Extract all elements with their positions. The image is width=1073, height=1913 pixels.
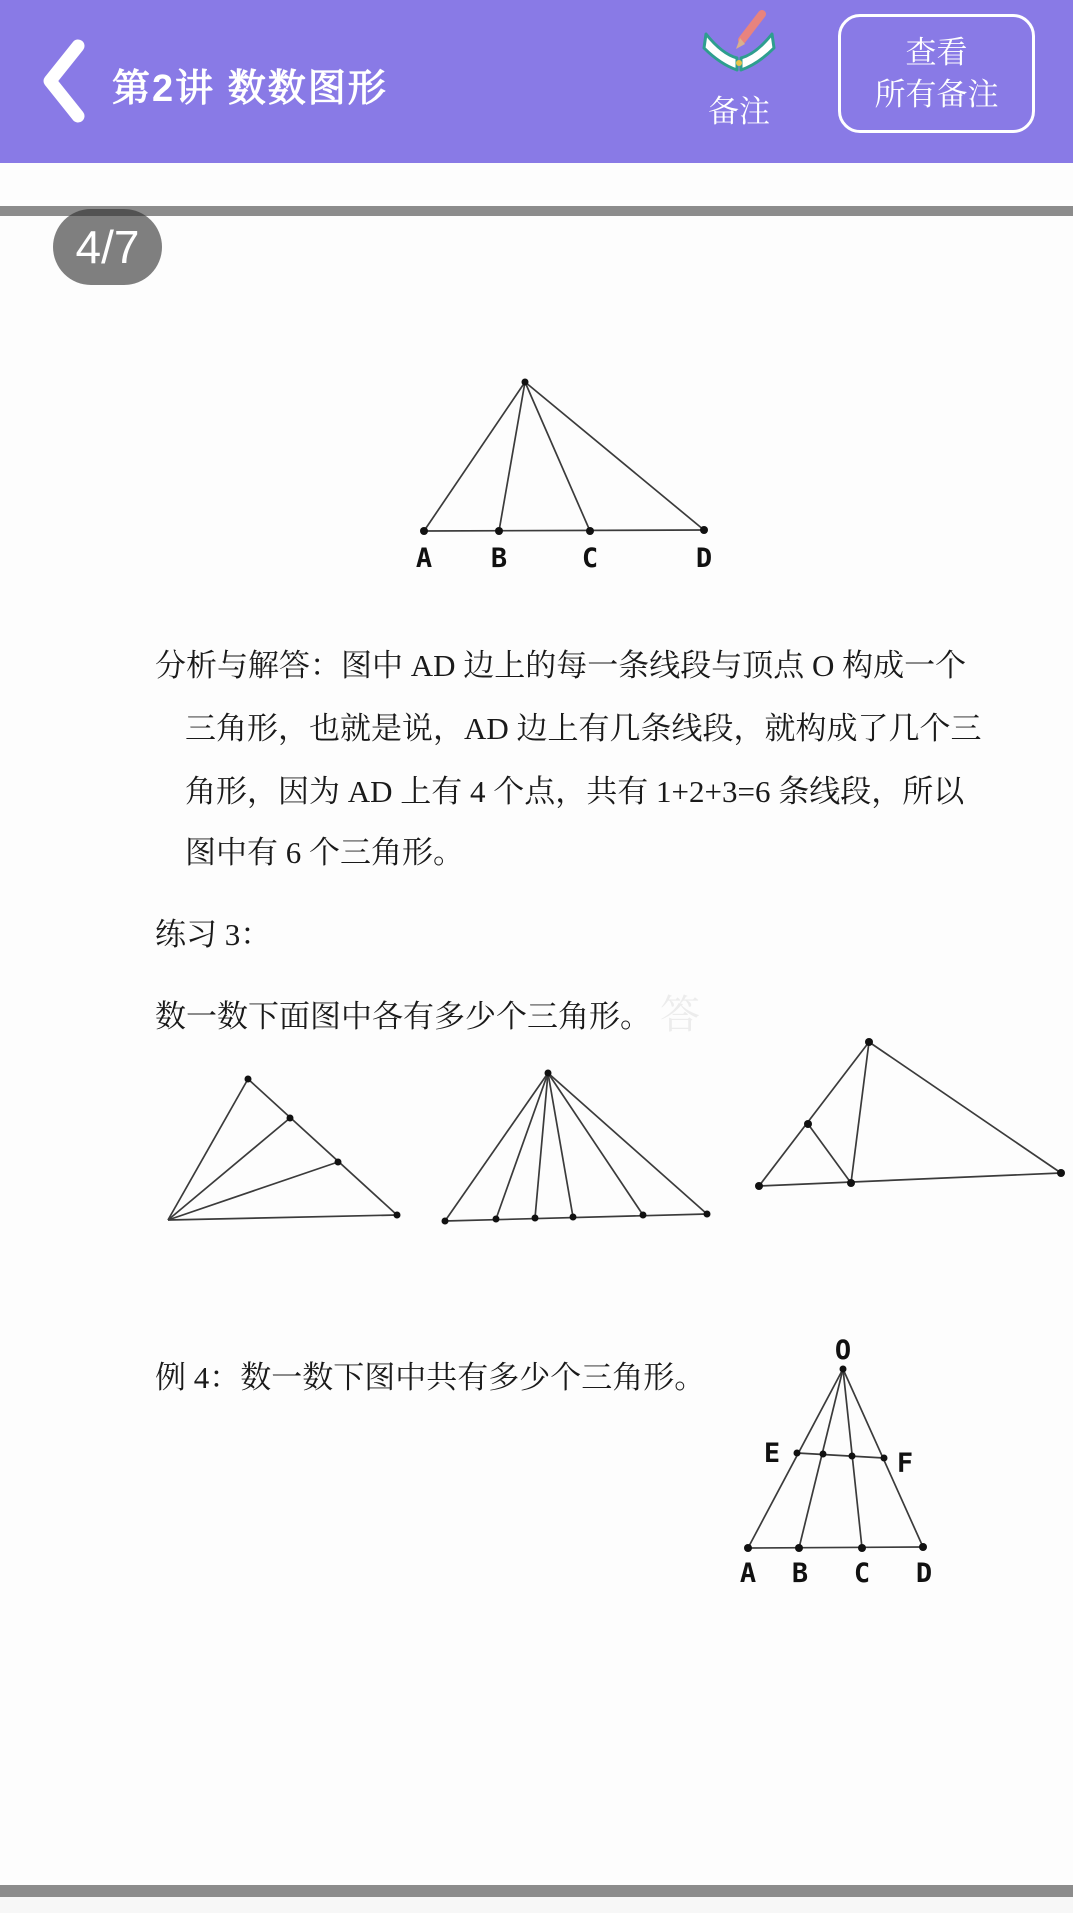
figure4-label-c: C: [853, 1558, 871, 1589]
figure4-label-a: A: [739, 1558, 757, 1589]
view-all-notes-button[interactable]: [838, 14, 1035, 133]
analysis-line-2: 三角形，也就是说，AD 边上有几条线段，就构成了几个三: [185, 711, 982, 746]
notes-book-pencil-icon: [696, 8, 782, 74]
figure4-label-f: F: [896, 1448, 914, 1479]
below-page-strip: [0, 1897, 1073, 1913]
exercise-figures-row: [140, 1025, 1073, 1230]
app-header: [0, 0, 1073, 163]
figure4-label-b: B: [791, 1558, 809, 1589]
back-button[interactable]: [34, 38, 94, 124]
figure1-label-c: C: [581, 543, 599, 574]
analysis-line-3: 角形，因为 AD 上有 4 个点，共有 1+2+3=6 条线段，所以: [185, 774, 965, 809]
view-all-notes-line2: 所有备注: [874, 76, 999, 112]
notes-button[interactable]: [684, 8, 794, 140]
figure1-label-b: B: [490, 543, 508, 574]
exercise-heading: 练习 3：: [155, 917, 272, 952]
page-bottom-divider: [0, 1885, 1073, 1897]
notes-button-label: 备注: [708, 94, 770, 129]
figure1-label-d: D: [695, 543, 713, 574]
back-chevron-icon: [42, 38, 86, 124]
example-heading: 例 4：数一数下图中共有多少个三角形。: [155, 1360, 706, 1395]
analysis-line-1: 分析与解答：图中 AD 边上的每一条线段与顶点 O 构成一个: [155, 648, 967, 683]
page-top-divider: [0, 206, 1073, 216]
exercise-prompt: 数一数下面图中各有多少个三角形。: [155, 999, 651, 1034]
figure1-triangle-abcd: [400, 372, 720, 540]
view-all-notes-line1: 查看: [905, 34, 968, 70]
page-indicator-badge: 4/7: [53, 209, 162, 285]
figure4-label-o: O: [834, 1335, 852, 1366]
analysis-line-4: 图中有 6 个三角形。: [185, 835, 464, 870]
answer-watermark: 答: [660, 992, 700, 1037]
page-title: 第2讲 数数图形: [112, 68, 388, 110]
figure1-label-a: A: [415, 543, 433, 574]
figure4-label-e: E: [763, 1438, 781, 1469]
figure4-label-d: D: [915, 1558, 933, 1589]
